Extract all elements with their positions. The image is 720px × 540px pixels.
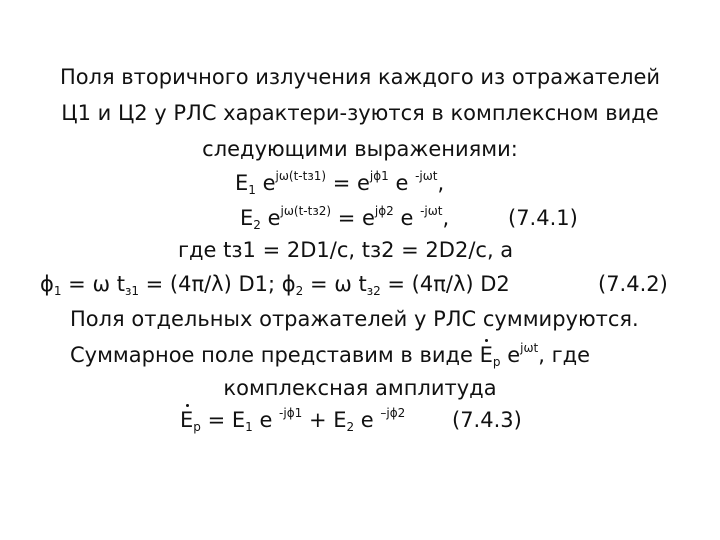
text-line-5: Суммарное поле представим в виде $E_р$ $e^{j\omega t}$, где (70, 341, 591, 369)
text-line-3: следующими выражениями: (202, 137, 518, 161)
equation-number-7-4-2: (7.4.2) (598, 272, 668, 296)
equation-e1: $E_1$ $e^{j\omega(t-tз1)} = e^{j\phi 1}$ e $^{-j\omega t}$, (235, 169, 445, 197)
equation-number-7-4-1: (7.4.1) (508, 206, 578, 230)
ep-symbol: E (480, 340, 493, 370)
ep-symbol-eq: E (180, 405, 193, 435)
where-line: где tз1 = 2D1/с, tз2 = 2D2/с, а (178, 238, 514, 262)
text-line-4: Поля отдельных отражателей у РЛС суммируются. (70, 307, 639, 331)
text-line-1: Поля вторичного излучения каждого из отражателей (59, 65, 661, 89)
equation-phi: $\phi_1 = \omega$ $t_{з1} = (4\pi/\lambda)$ D1; $\phi_2 = \omega$ $t_{з2} = (4\pi/\lambda)$ D2 (40, 272, 510, 298)
equation-e2: $E_2$ $e^{j\omega(t-tз2)} = e^{j\phi 2}$ e $^{-j\omega t}$, (240, 204, 450, 232)
text-line-6: комплексная амплитуда (223, 376, 497, 400)
equation-number-7-4-3: (7.4.3) (452, 408, 522, 432)
equation-ep: $E_р = E_1$ e $^{-j\phi 1} + E_2$ e $^{-j\phi 2}$ (180, 406, 406, 434)
text-line-2: Ц1 и Ц2 у РЛС характери-зуются в комплексном виде (61, 101, 659, 125)
